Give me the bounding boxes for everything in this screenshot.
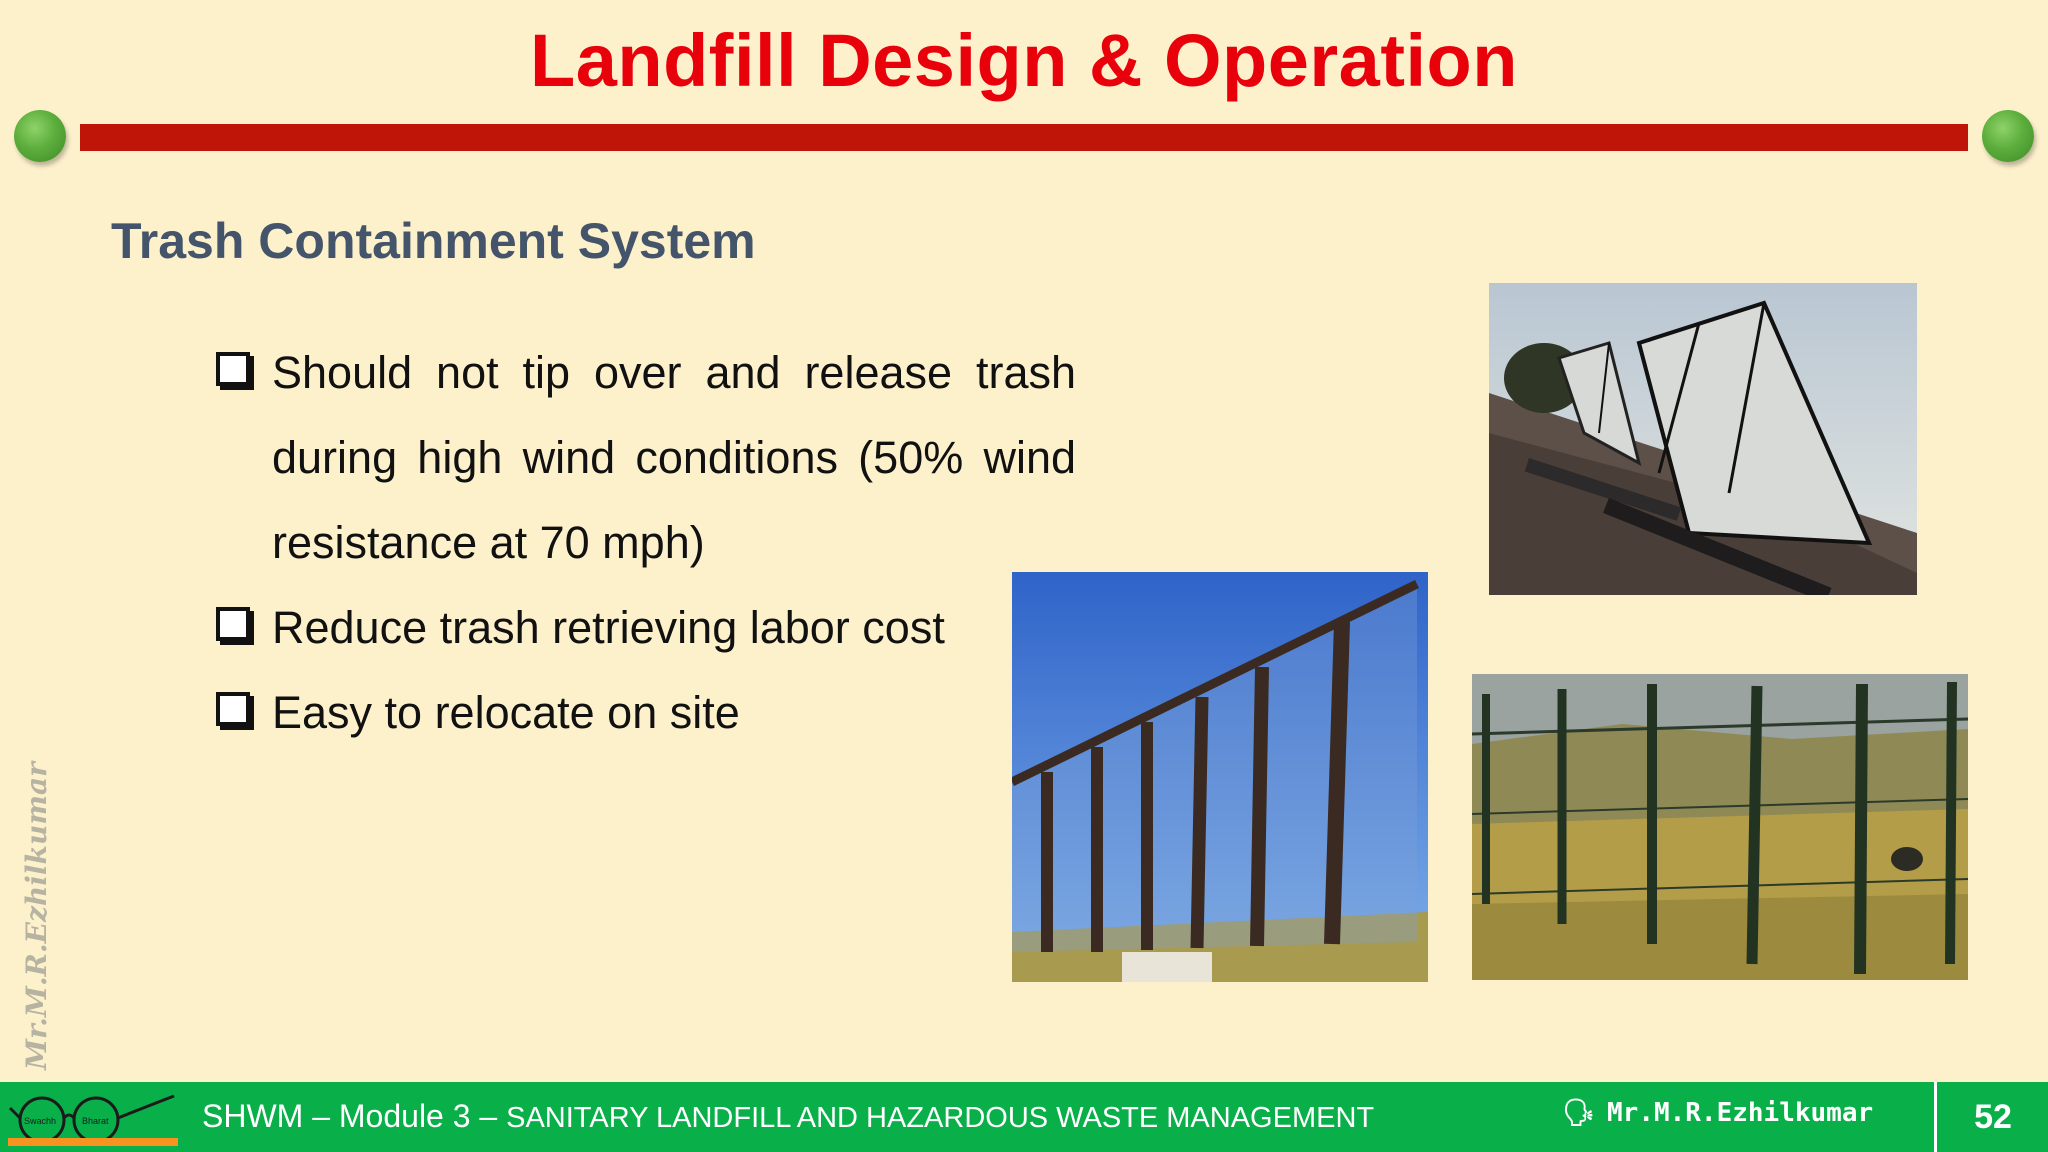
footer-module-title: SANITARY LANDFILL AND HAZARDOUS WASTE MANAGEMENT [506,1102,1375,1134]
bullet-text: Should not tip over and release trash during high wind conditions (50% wind resistance at 70 mph) [272,347,1076,568]
bullet-item [216,330,1076,585]
footer-author-name: Mr.M.R.Ezhilkumar [1607,1098,1874,1128]
field-fence-photo [1472,674,1968,980]
checkbox-square-icon [216,692,250,726]
speaking-head-icon: 🗣 [1562,1098,1596,1128]
author-watermark: Mr.M.R.Ezhilkumar [20,762,53,1070]
green-dot-right-icon [1982,110,2034,162]
footer-course-text [202,1098,1374,1135]
bullet-text: Easy to relocate on site [272,687,740,738]
bullet-list [216,330,1076,755]
footer-bar [0,1082,2048,1152]
title-underline-bar [80,124,1968,151]
green-dot-left-icon [14,110,66,162]
glasses-logo-icon [8,1088,178,1146]
bullet-text: Reduce trash retrieving labor cost [272,602,945,653]
bullet-item [216,585,1076,670]
checkbox-square-icon [216,352,250,386]
bullet-item [216,670,1076,755]
portable-litter-fence-photo [1489,283,1917,595]
page-number-divider [1934,1082,1937,1152]
footer-course: SHWM – Module 3 – [202,1098,507,1134]
logo-left-text: Swachh [24,1116,57,1126]
checkbox-square-icon [216,607,250,641]
slide-title: Landfill Design & Operation [530,19,1518,102]
logo-right-text: Bharat [82,1116,109,1126]
tall-litter-fence-photo [1012,572,1428,982]
slide-subtitle: Trash Containment System [111,213,756,269]
footer-author [1562,1098,1873,1128]
page-number: 52 [1974,1098,2012,1136]
